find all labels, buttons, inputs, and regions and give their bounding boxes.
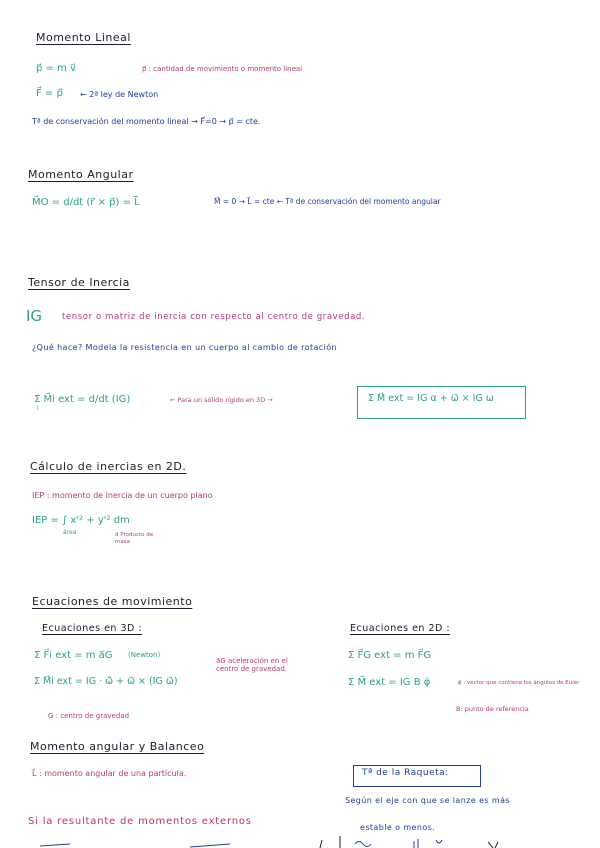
theorem-conservacion-lineal: Tª de conservación del momento lineal → F⃗=0 → p⃗ = cte. (32, 117, 261, 126)
section-title-momento-lineal: Momento Lineal (36, 31, 131, 44)
cropped-stroke (355, 842, 371, 847)
section-title-ecuaciones-movimiento: Ecuaciones de movimiento (32, 595, 193, 608)
raqueta-text-line1: Según el eje con que se lanze es más (345, 796, 510, 805)
theorem-conservacion-angular: M⃗ = 0 → L⃗ = cte ← Tª de conservación del momento angular (214, 197, 441, 206)
cropped-stroke (190, 844, 230, 847)
resultante-text: Si la resultante de momentos externos (28, 816, 252, 827)
cropped-stroke (414, 839, 418, 848)
cropped-stroke (436, 840, 442, 843)
section-title-calculo-inercias: Cálculo de inercias en 2D. (30, 460, 187, 473)
note-angulos-euler: φ̈ : vector que contiene los ángulos de Euler (458, 680, 580, 686)
equation-momento-angular: M⃗O = d/dt (r⃗ × p⃗) = L̇⃗ (32, 197, 140, 208)
note-newton: (Newton) (128, 651, 161, 659)
note-aceleracion-centro-gravedad: a⃗G aceleración en el centro de gravedad. (216, 657, 288, 674)
equation-fuerzas-3d: Σ F⃗i ext = m a⃗G (34, 650, 113, 661)
note-centro-gravedad: G : centro de gravedad (48, 712, 130, 720)
note-punto-referencia: B: punto de referencia (456, 705, 529, 713)
note-solido-rigido: ← Para un sólido rígido en 3D → (170, 396, 273, 404)
equation-tensor-momentos: Σ M⃗i ext = d/dt (IG) (34, 394, 131, 405)
iep-definition: IEP : momento de inercia de un cuerpo plano (32, 491, 213, 500)
section-title-tensor-inercia: Tensor de Inercia (28, 276, 130, 289)
tensor-symbol: IG (26, 307, 43, 325)
tensor-question: ¿Qué hace? Modela la resistencia en un cuerpo al cambio de rotación (32, 343, 337, 352)
note-dm-producto-masa: d Producto de masa (115, 532, 154, 545)
note-cantidad-movimiento: p⃗ : cantidad de movimiento o momento lineal (142, 65, 303, 73)
angular-momentum-definition: L⃗ : momento angular de una partícula. (32, 769, 187, 778)
section-title-balanceo: Momento angular y Balanceo (30, 740, 205, 753)
sum-index-i: i (37, 405, 39, 412)
subtitle-ecuaciones-3d: Ecuaciones en 3D : (42, 623, 143, 634)
cropped-sketch-fragments (0, 836, 600, 848)
integral-domain-area: área (63, 529, 77, 536)
cropped-stroke (488, 842, 498, 848)
cropped-stroke (40, 844, 70, 846)
note-segunda-ley: ← 2ª ley de Newton (80, 90, 159, 99)
equation-f-pdot: F⃗ = ṗ⃗ (36, 88, 63, 99)
section-title-momento-angular: Momento Angular (28, 168, 134, 181)
boxed-equation-rigid-body: Σ M⃗ ext = IG α + ω⃗ × IG ω (368, 393, 494, 404)
equation-fuerzas-2d: Σ F⃗G ext = m F⃗G (348, 650, 432, 661)
equation-iep-integral: IEP = ∫ x'² + y'² dm (32, 515, 130, 526)
tensor-definition: tensor o matriz de inercia con respecto al centro de gravedad. (62, 312, 366, 322)
subtitle-ecuaciones-2d: Ecuaciones en 2D : (350, 623, 451, 634)
raqueta-text-line2: estable o menos. (360, 823, 436, 832)
theorem-raqueta: Tª de la Raqueta: (362, 768, 449, 778)
equation-momentos-2d: Σ M⃗ ext = IG B φ̈ (348, 677, 431, 688)
cropped-stroke (320, 840, 322, 848)
equation-momentos-3d: Σ M⃗i ext = IG · ω̇⃗ + ω⃗ × (IG ω⃗) (34, 676, 178, 687)
equation-p-mv: p⃗ = m v⃗ (36, 63, 76, 74)
